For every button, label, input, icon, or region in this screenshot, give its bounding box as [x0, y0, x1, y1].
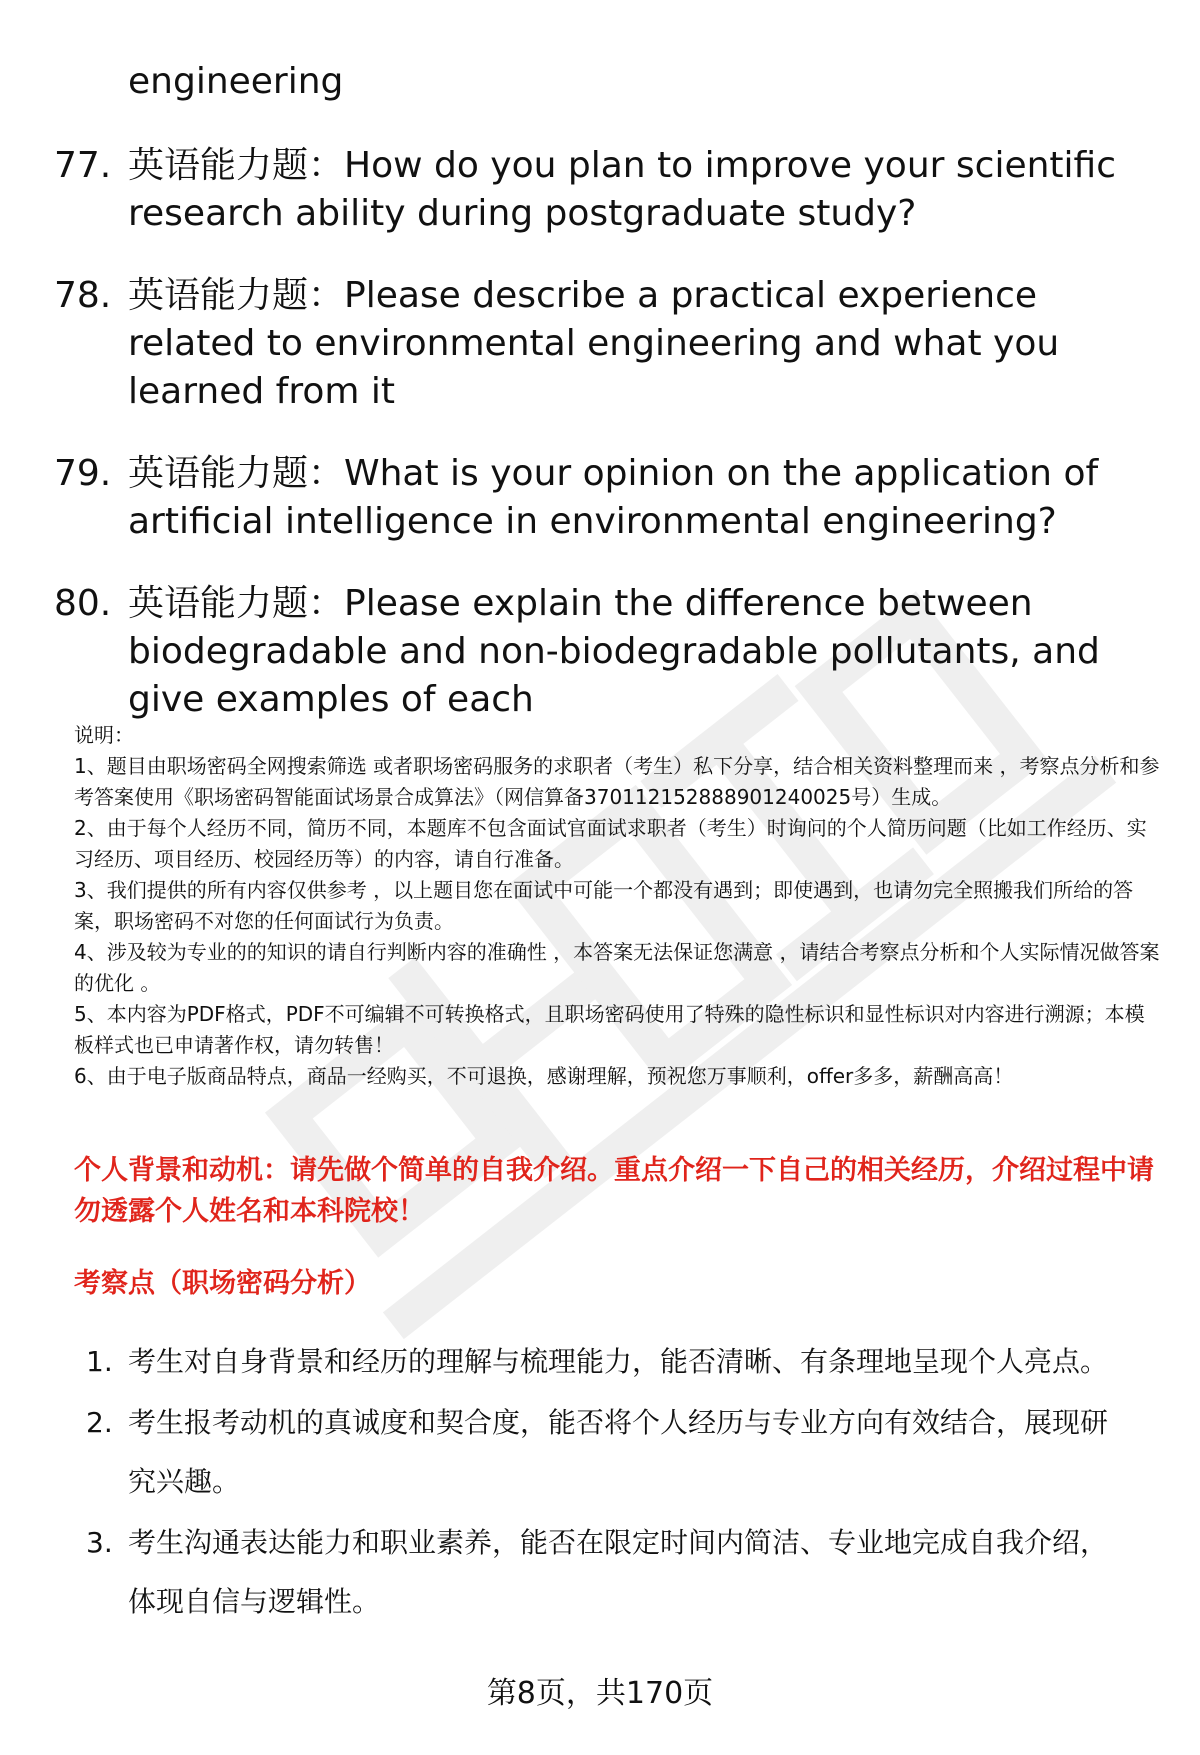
notes-section	[74, 720, 1160, 1092]
question-number: 80.	[54, 583, 112, 624]
question-number: 78.	[54, 275, 112, 316]
question-item	[0, 142, 1200, 238]
note-item: 5、本内容为PDF格式，PDF不可编辑不可转换格式，且职场密码使用了特殊的隐性标识和显性标识对内容进行溯源；本模板样式也已申请著作权，请勿转售！	[74, 1002, 1145, 1057]
question-text: 英语能力题：What is your opinion on the application of artificial intelligence in environmental engineering?	[128, 453, 1099, 542]
key-point-number: 3.	[86, 1526, 113, 1559]
key-point-item	[0, 1513, 1200, 1631]
question-text: 英语能力题：Please describe a practical experience related to environmental engineering and what you learned from it	[128, 275, 1060, 412]
question-text: 英语能力题：Please explain the difference between biodegradable and non-biodegradable pollutants, and give examples of each	[128, 583, 1100, 720]
question-item	[0, 580, 1200, 724]
key-point-text: 考生对自身背景和经历的理解与梳理能力，能否清晰、有条理地呈现个人亮点。	[128, 1345, 1109, 1378]
key-point-text: 考生报考动机的真诚度和契合度，能否将个人经历与专业方向有效结合，展现研究兴趣。	[128, 1406, 1109, 1498]
background-question-heading: 个人背景和动机：请先做个简单的自我介绍。重点介绍一下自己的相关经历，介绍过程中请勿透露个人姓名和本科院校！	[74, 1155, 1154, 1227]
question-list	[0, 142, 1200, 758]
question-item	[0, 450, 1200, 546]
key-point-text: 考生沟通表达能力和职业素养，能否在限定时间内简洁、专业地完成自我介绍，体现自信与逻辑性。	[128, 1526, 1109, 1618]
question-item	[0, 272, 1200, 416]
key-point-item	[0, 1393, 1200, 1511]
note-item: 1、题目由职场密码全网搜索筛选 或者职场密码服务的求职者（考生）私下分享，结合相关资料整理而来 ，考察点分析和参考答案使用《职场密码智能面试场景合成算法》（网信算备370112152888901240025号）生成。	[74, 754, 1160, 809]
key-points-heading: 考察点（职场密码分析）	[74, 1268, 371, 1299]
key-point-item	[0, 1332, 1200, 1391]
key-point-number: 1.	[86, 1345, 113, 1378]
question-number: 77.	[54, 145, 112, 186]
key-point-number: 2.	[86, 1406, 113, 1439]
page-footer: 第8页，共170页	[486, 1676, 714, 1711]
key-points-list	[0, 1332, 1200, 1633]
note-item: 6、由于电子版商品特点，商品一经购买，不可退换，感谢理解，预祝您万事顺利，offer多多，薪酬高高！	[74, 1064, 1014, 1088]
question-number: 79.	[54, 453, 112, 494]
note-item: 3、我们提供的所有内容仅供参考 ，以上题目您在面试中可能一个都没有遇到；即使遇到，也请勿完全照搬我们所给的答案，职场密码不对您的任何面试行为负责。	[74, 878, 1134, 933]
continuation-text: engineering	[128, 61, 344, 102]
note-item: 2、由于每个人经历不同，简历不同，本题库不包含面试官面试求职者（考生）时询问的个人简历问题（比如工作经历、实习经历、项目经历、校园经历等）的内容，请自行准备。	[74, 816, 1147, 871]
notes-title: 说明：	[74, 723, 134, 747]
question-text: 英语能力题：How do you plan to improve your scientific research ability during postgraduate study?	[128, 145, 1116, 234]
note-item: 4、涉及较为专业的的知识的请自行判断内容的准确性 ，本答案无法保证您满意 ，请结合考察点分析和个人实际情况做答案的优化 。	[74, 940, 1160, 995]
